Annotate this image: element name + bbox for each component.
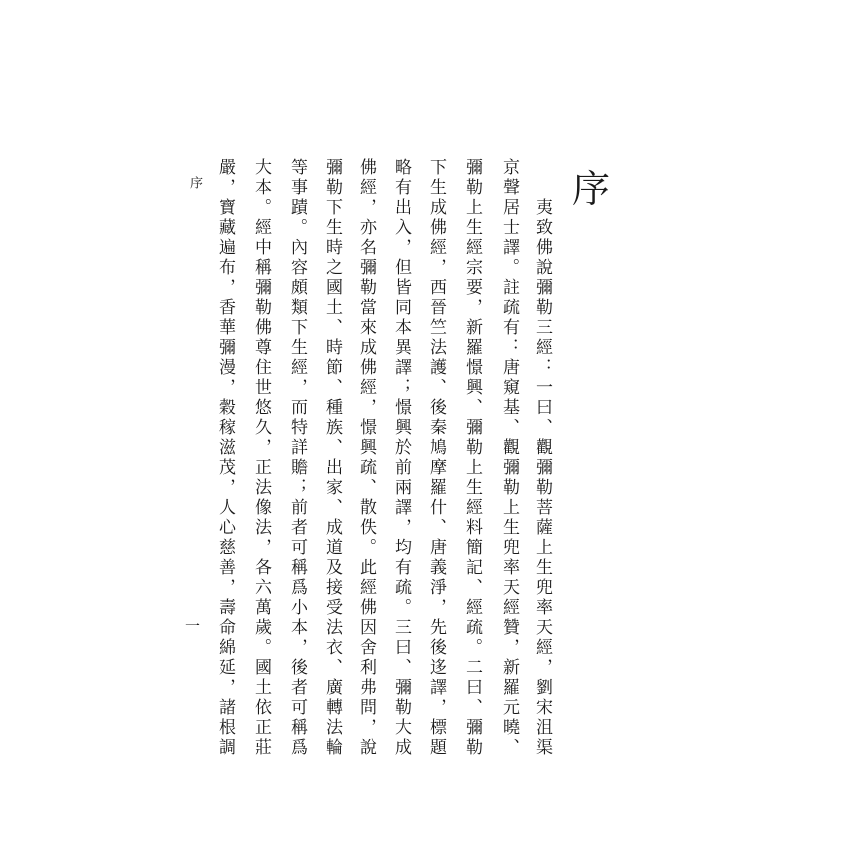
text-column-3: 彌勒上生經宗要，新羅憬興、彌勒上生經料簡記、經疏。二曰、彌勒 <box>462 158 482 758</box>
page-title: 序 <box>572 167 611 211</box>
text-column-5: 略有出入，但皆同本異譯；憬興於前兩譯，均有疏。三曰、彌勒大成 <box>391 158 411 758</box>
text-column-1: 夷致佛說彌勒三經：一曰、觀彌勒菩薩上生兜率天經，劉宋沮渠 <box>532 198 552 758</box>
text-column-8: 等事蹟。內容頗類下生經，而特詳贍；前者可稱爲小本，後者可稱爲 <box>287 158 307 758</box>
page-number: 一 <box>185 617 201 635</box>
text-column-9: 大本。經中稱彌勒佛尊住世悠久，正法像法，各六萬歲。國土依正莊 <box>251 158 271 758</box>
text-column-4: 下生成佛經，西晉竺法護、後秦鳩摩羅什、唐義淨，先後迻譯，標題 <box>426 158 446 758</box>
text-column-10: 嚴，寶藏遍布，香華彌漫，穀稼滋茂，人心慈善，壽命綿延，諸根調 <box>215 158 235 758</box>
running-head: 序 <box>187 176 202 189</box>
text-column-6: 佛經，亦名彌勒當來成佛經，憬興疏、散佚。此經佛因舍利弗問，說 <box>356 158 376 758</box>
text-column-2: 京聲居士譯。註疏有：唐窺基、觀彌勒上生兜率天經贊，新羅元曉、 <box>499 158 519 758</box>
text-column-7: 彌勒下生時之國土、時節、種族、出家、成道及接受法衣、廣轉法輪 <box>322 158 342 758</box>
